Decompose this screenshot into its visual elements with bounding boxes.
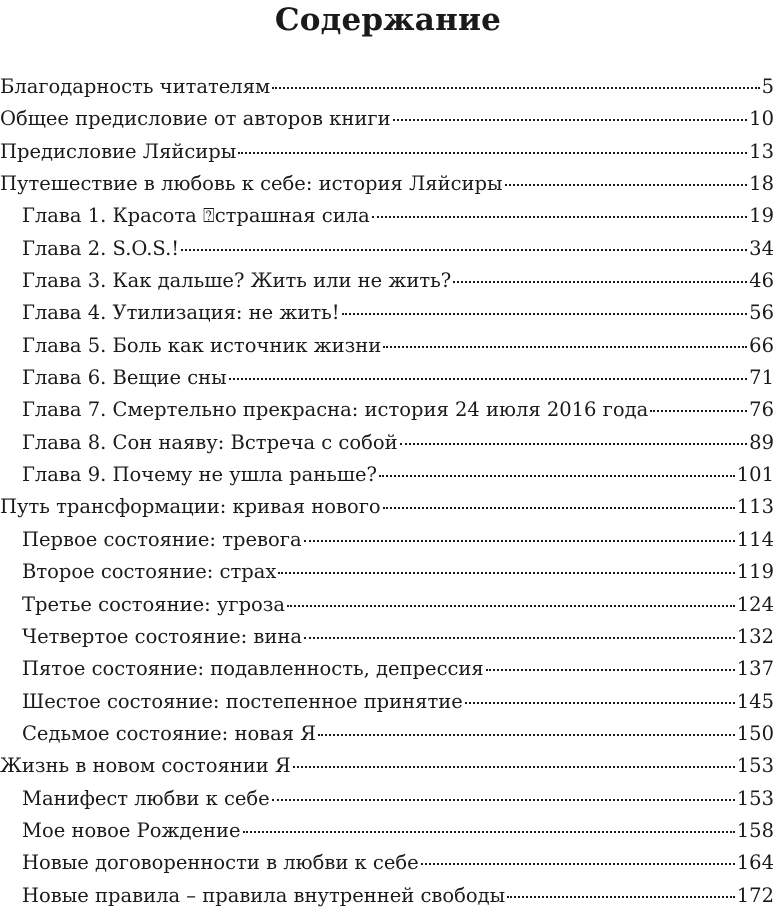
- toc-entry-label: Жизнь в новом состоянии Я: [0, 754, 291, 778]
- toc-entry-label: Первое состояние: тревога: [22, 527, 302, 551]
- toc-entry-label: Второе состояние: страх: [22, 560, 277, 584]
- toc-entry: [0, 491, 774, 523]
- toc-page-number: 114: [736, 527, 774, 551]
- toc-leader-dots: [293, 766, 735, 768]
- toc-leader-dots: [229, 378, 747, 380]
- toc-entry-label: Мое новое Рождение: [22, 818, 241, 842]
- toc-entry-label: Глава 9. Почему не ушла раньше?: [22, 463, 377, 487]
- toc-page-number: 153: [736, 754, 774, 778]
- toc-entry: [0, 459, 774, 491]
- toc-entry: [0, 621, 774, 653]
- toc-entry: [0, 168, 774, 200]
- toc-entry: [0, 783, 774, 815]
- toc-entry-label: Глава 3. Как дальше? Жить или не жить?: [22, 269, 452, 293]
- toc-page-number: 119: [736, 560, 774, 584]
- toc-entry-label: Третье состояние: угроза: [22, 592, 286, 616]
- toc-leader-dots: [650, 410, 747, 412]
- table-of-contents: [0, 71, 774, 912]
- toc-leader-dots: [505, 184, 748, 186]
- toc-page-number: 150: [736, 721, 774, 745]
- toc-page-number: 113: [736, 495, 774, 519]
- toc-leader-dots: [465, 702, 735, 704]
- toc-page-number: 101: [736, 463, 774, 487]
- toc-leader-dots: [372, 216, 747, 218]
- toc-page-number: 137: [736, 657, 774, 681]
- toc-leader-dots: [379, 475, 735, 477]
- toc-entry: [0, 524, 774, 556]
- toc-entry-label: Предисловие Ляйсиры: [0, 139, 237, 163]
- toc-leader-dots: [287, 605, 735, 607]
- toc-entry-label: Путешествие в любовь к себе: история Ляйсиры: [0, 172, 503, 196]
- toc-entry-label: Глава 5. Боль как источник жизни: [22, 333, 382, 357]
- toc-page-number: 18: [749, 172, 774, 196]
- toc-leader-dots: [486, 669, 735, 671]
- toc-page-number: 124: [736, 592, 774, 616]
- toc-entry-label: Глава 6. Вещие сны: [22, 366, 227, 390]
- toc-page-number: 132: [736, 624, 774, 648]
- toc-entry-label: Глава 2. S.O.S.!: [22, 236, 180, 260]
- toc-leader-dots: [304, 637, 735, 639]
- toc-page-number: 164: [736, 851, 774, 875]
- toc-page-number: 13: [749, 139, 774, 163]
- toc-entry: [0, 556, 774, 588]
- toc-entry-label: Общее предисловие от авторов книги: [0, 107, 391, 131]
- toc-leader-dots: [342, 313, 748, 315]
- toc-entry-label: Шестое состояние: постепенное принятие: [22, 689, 463, 713]
- toc-page-number: 158: [736, 818, 774, 842]
- toc-page-number: 145: [736, 689, 774, 713]
- toc-leader-dots: [507, 896, 735, 898]
- toc-leader-dots: [278, 572, 734, 574]
- toc-entry: [0, 362, 774, 394]
- toc-entry-label: Глава 4. Утилизация: не жить!: [22, 301, 340, 325]
- toc-leader-dots: [243, 831, 735, 833]
- toc-page-number: 66: [749, 333, 774, 357]
- toc-page-number: 46: [749, 269, 774, 293]
- toc-leader-dots: [453, 281, 747, 283]
- toc-entry-label: Благодарность читателям: [0, 75, 271, 98]
- toc-entry: [0, 330, 774, 362]
- toc-leader-dots: [318, 734, 735, 736]
- toc-leader-dots: [238, 152, 747, 154]
- toc-entry-label: Седьмое состояние: новая Я: [22, 721, 317, 745]
- toc-leader-dots: [400, 443, 748, 445]
- toc-page-number: 10: [749, 107, 774, 131]
- toc-entry-label: Пятое состояние: подавленность, депрессия: [22, 657, 484, 681]
- toc-entry-label: Глава 7. Смертельно прекрасна: история 24 июля 2016 года: [22, 398, 649, 422]
- toc-leader-dots: [383, 507, 735, 509]
- toc-entry: [0, 847, 774, 879]
- toc-entry: [0, 265, 774, 297]
- toc-entry: [0, 653, 774, 685]
- toc-entry: [0, 233, 774, 265]
- toc-entry: [0, 750, 774, 782]
- toc-entry: [0, 718, 774, 750]
- toc-entry: [0, 394, 774, 426]
- toc-page-number: 5: [761, 75, 774, 98]
- toc-page-number: 76: [749, 398, 774, 422]
- toc-leader-dots: [181, 249, 747, 251]
- toc-entry: [0, 880, 774, 912]
- toc-leader-dots: [393, 119, 748, 121]
- toc-page-number: 89: [749, 430, 774, 454]
- toc-entry: [0, 427, 774, 459]
- toc-entry: [0, 297, 774, 329]
- toc-entry-label: Новые договоренности в любви к себе: [22, 851, 419, 875]
- toc-entry: [0, 686, 774, 718]
- toc-entry: [0, 815, 774, 847]
- toc-leader-dots: [272, 87, 759, 89]
- toc-page-number: 19: [749, 204, 774, 228]
- toc-entry: [0, 71, 774, 103]
- toc-entry-label: Четвертое состояние: вина: [22, 624, 302, 648]
- toc-leader-dots: [272, 799, 735, 801]
- toc-entry: [0, 200, 774, 232]
- toc-entry-label: Глава 8. Сон наяву: Встреча с собой: [22, 430, 398, 454]
- toc-leader-dots: [421, 863, 735, 865]
- toc-entry-label: Новые правила – правила внутренней свободы: [22, 883, 506, 907]
- toc-page-number: 71: [749, 366, 774, 390]
- toc-leader-dots: [383, 346, 747, 348]
- toc-leader-dots: [304, 540, 735, 542]
- toc-entry-label: Глава 1. Красота ⍰страшная сила: [22, 204, 370, 228]
- toc-page-number: 153: [736, 786, 774, 810]
- toc-page-number: 172: [736, 883, 774, 907]
- toc-entry: [0, 136, 774, 168]
- toc-page-number: 56: [749, 301, 774, 325]
- toc-entry: [0, 103, 774, 135]
- toc-entry-label: Манифест любви к себе: [22, 786, 270, 810]
- toc-entry: [0, 589, 774, 621]
- toc-page-number: 34: [749, 236, 774, 260]
- page-title: Содержание: [274, 2, 502, 38]
- toc-entry-label: Путь трансформации: кривая нового: [0, 495, 381, 519]
